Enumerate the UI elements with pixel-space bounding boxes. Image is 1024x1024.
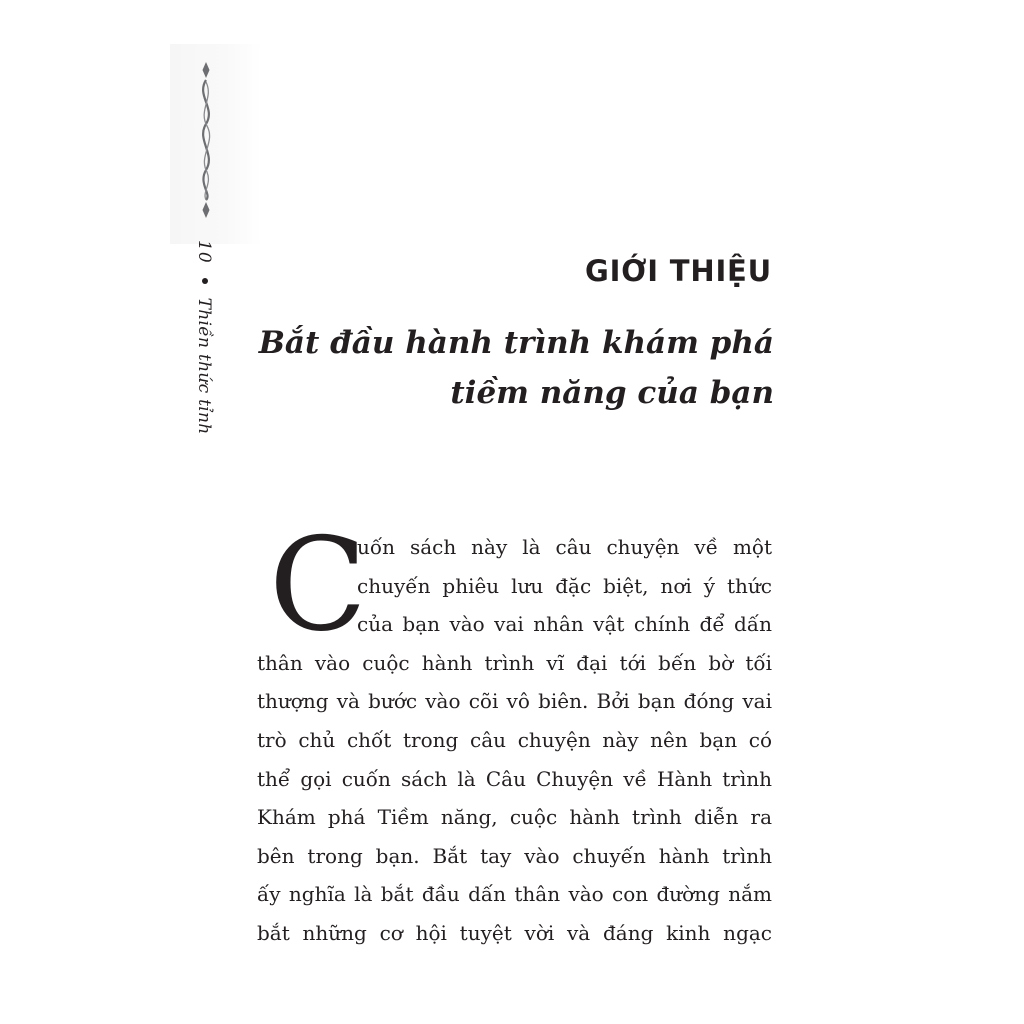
body-line: trò chủ chốt trong câu chuyện này nên bạn có bbox=[257, 727, 772, 752]
subtitle-line: tiềm năng của bạn bbox=[450, 375, 774, 411]
chapter-title: GIỚI THIỆU bbox=[584, 254, 772, 288]
body-text bbox=[257, 528, 772, 953]
body-line: thể gọi cuốn sách là Câu Chuyện về Hành trình bbox=[257, 766, 772, 791]
body-line: Khám phá Tiềm năng, cuộc hành trình diễn ra bbox=[257, 805, 772, 830]
body-line: bên trong bạn. Bắt tay vào chuyến hành trình bbox=[257, 843, 772, 868]
drop-cap: C bbox=[269, 511, 367, 660]
body-line: bắt những cơ hội tuyệt vời và đáng kinh ngạc bbox=[257, 920, 772, 945]
running-header bbox=[194, 240, 214, 435]
body-line: ấy nghĩa là bắt đầu dấn thân vào con đường nắm bbox=[257, 882, 772, 907]
body-line: chuyến phiêu lưu đặc biệt, nơi ý thức bbox=[357, 573, 772, 598]
body-line: của bạn vào vai nhân vật chính để dấn bbox=[357, 612, 772, 637]
flourish-ornament-icon bbox=[190, 60, 226, 220]
body-line: uốn sách này là câu chuyện về một bbox=[357, 535, 772, 559]
body-line: thượng và bước vào cõi vô biên. Bởi bạn đóng vai bbox=[257, 689, 772, 714]
book-title: Thiền thức tỉnh bbox=[194, 297, 214, 435]
subtitle-line: Bắt đầu hành trình khám phá bbox=[258, 325, 774, 361]
separator-dot-icon bbox=[202, 278, 208, 284]
page-number: 10 bbox=[194, 240, 214, 264]
chapter-subtitle bbox=[259, 318, 774, 418]
body-line: thân vào cuộc hành trình vĩ đại tới bến bờ tối bbox=[257, 650, 772, 675]
